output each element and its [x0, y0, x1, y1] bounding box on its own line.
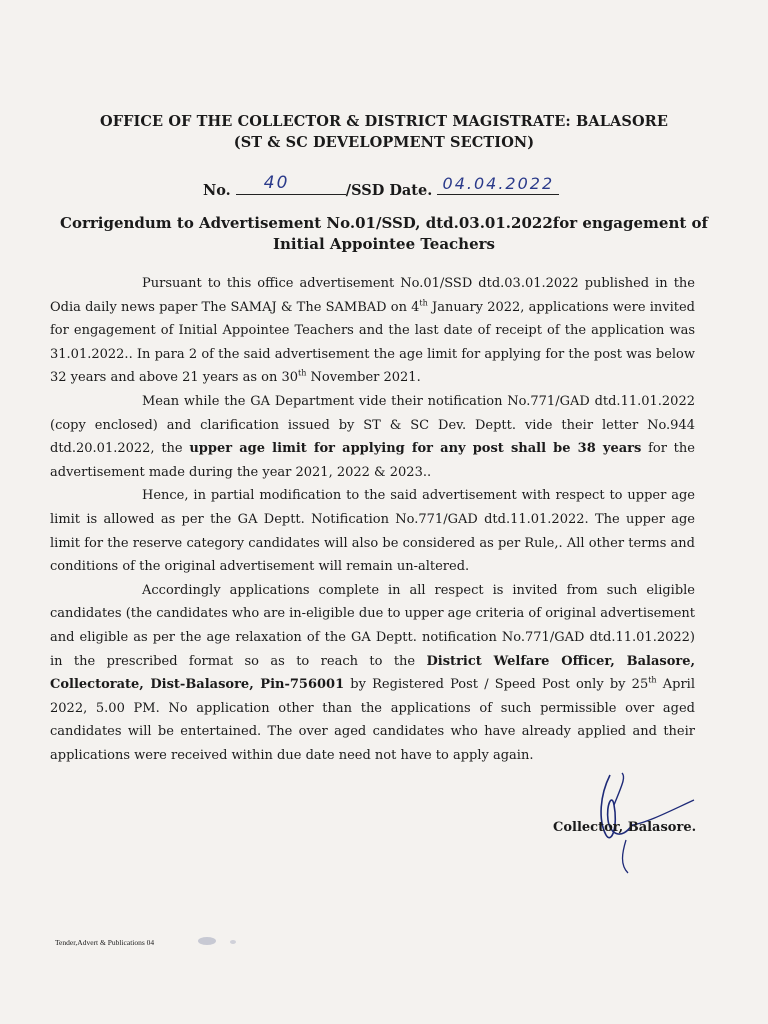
- p4-bold: District Welfare Officer, Balasore, Collectorate, Dist-Balasore, Pin-756001: [50, 653, 696, 693]
- p1-text-c: November 2021.: [306, 370, 421, 386]
- p1-sup: th: [419, 298, 428, 308]
- p1-text-b: January 2022, applications were invited for engagement of Initial Appointee Teachers and the last date of receipt of the application was 31.01.2022.. In para 2 of the said advertisement the age limit for applying for the post was below 32 years and above 21 years as on 30: [50, 299, 695, 386]
- ref-no-handwritten: 40: [263, 173, 290, 193]
- ref-no-label: No.: [203, 182, 231, 199]
- p4-sup: th: [648, 675, 657, 685]
- section-heading: (ST & SC DEVELOPMENT SECTION): [233, 134, 535, 151]
- ref-ssd-label: /SSD Date.: [345, 182, 433, 199]
- reference-line: [203, 173, 559, 199]
- subject-heading: [40, 213, 728, 255]
- p1-text-a: Pursuant to this office advertisement No.01/SSD dtd.03.01.2022 published in the Odia daily news paper The SAMAJ & The SAMBAD on 4: [50, 276, 695, 315]
- p4-text-b: by Registered Post / Speed Post only by 25: [344, 677, 649, 693]
- p4-text-c: April 2022, 5.00 PM. No application other than the applications of such permissible over aged candidates will be entertained. The over aged candidates who have already applied and their applications were received within due date need not have to apply again.: [50, 677, 696, 763]
- p2-bold: upper age limit for applying for any post shall be 38 years: [189, 441, 642, 457]
- footer-reference: Tender,Advert & Publications 04: [55, 938, 155, 947]
- paragraph-4: [50, 579, 695, 768]
- ref-no-field: [236, 173, 346, 195]
- paragraph-2: [50, 390, 695, 484]
- subject-line-2: Initial Appointee Teachers: [273, 235, 495, 253]
- letter-body: [50, 272, 695, 767]
- p2-text-b: for the advertisement made during the year 2021, 2022 & 2023..: [50, 441, 695, 480]
- collector-designation: Collector, Balasore.: [553, 820, 697, 835]
- p2-text-a: Mean while the GA Department vide their notification No.771/GAD dtd.11.01.2022 (copy enclosed) and clarification issued by ST & SC Dev. Deptt. vide their letter No.944 dtd.20.01.2022, the: [50, 393, 695, 457]
- ref-date-field: [437, 174, 559, 195]
- p1-sup-2: th: [298, 369, 307, 379]
- ref-date-handwritten: 04.04.2022: [442, 174, 555, 193]
- subject-line-1: Corrigendum to Advertisement No.01/SSD, dtd.03.01.2022for engagement of: [60, 214, 708, 232]
- ink-smudge: [195, 933, 245, 949]
- paragraph-3: Hence, in partial modification to the said advertisement with respect to upper age limit is allowed as per the GA Deptt. Notification No.771/GAD dtd.11.01.2022. The upper age limit for the reserve category candidates will also be considered as per Rule,. All other terms and conditions of the original advertisement will remain un-altered.: [50, 488, 695, 575]
- office-heading: OFFICE OF THE COLLECTOR & DISTRICT MAGISTRATE: BALASORE: [100, 113, 668, 130]
- p4-text-a: Accordingly applications complete in all respect is invited from such eligible candidates (the candidates who are in-eligible due to upper age criteria of original advertisement and eligible as per the age relaxation of the GA Deptt. notification No.771/GAD dtd.11.01.2022) in the prescribed format so as to reach to the: [50, 582, 695, 669]
- paragraph-1: [50, 272, 695, 390]
